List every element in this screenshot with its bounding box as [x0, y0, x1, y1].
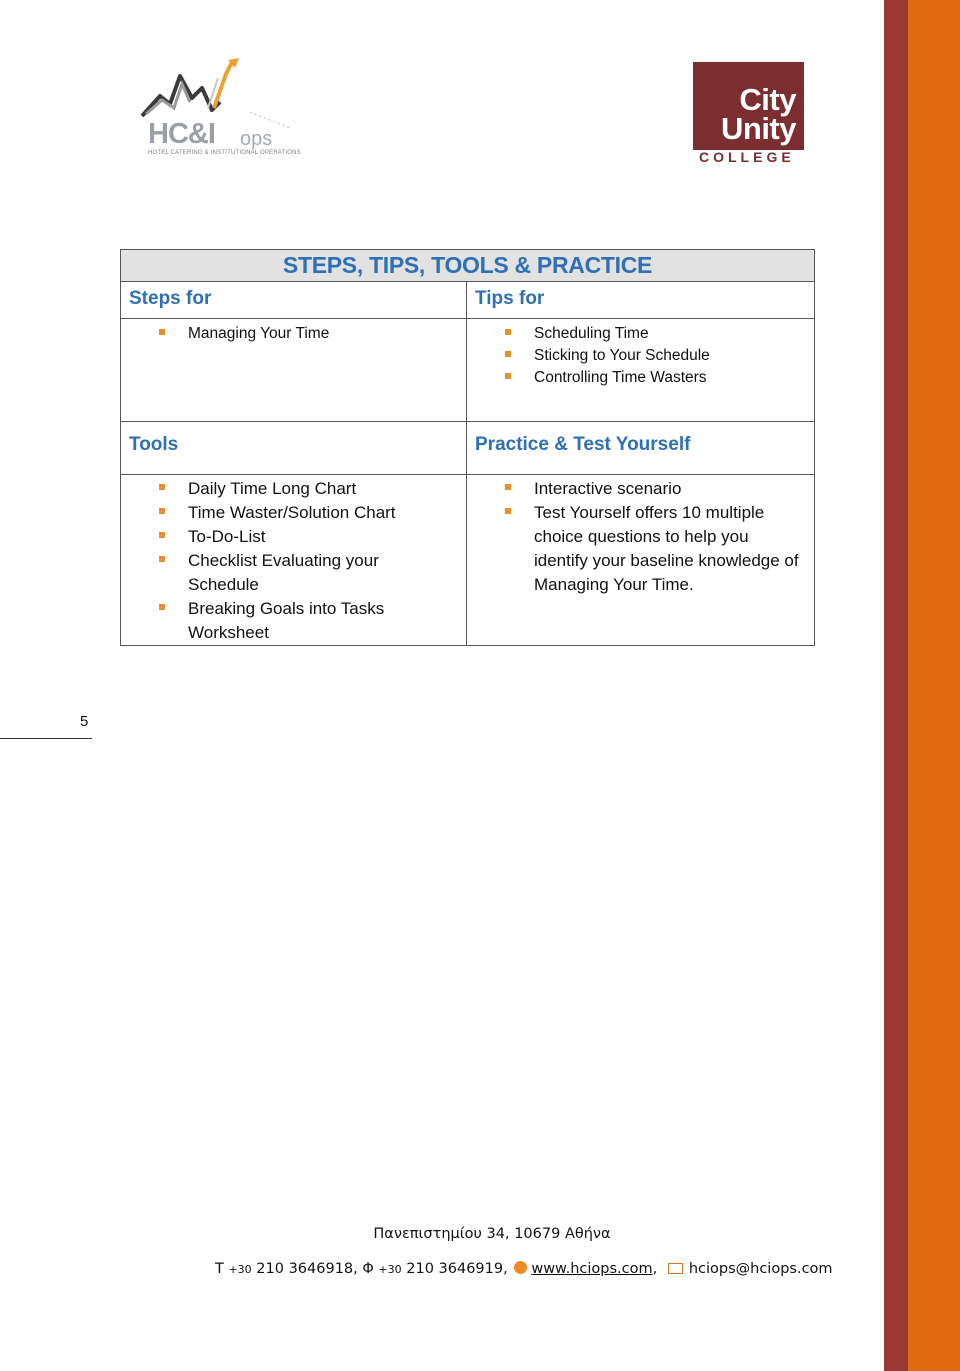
steps-list [121, 323, 466, 345]
list-item: Daily Time Long Chart [121, 477, 466, 501]
footer-contact: Τ +30 210 3646918, Φ +30 210 3646919, www.hciops.com, hciops@hciops.com [215, 1261, 833, 1277]
table-title: STEPS, TIPS, TOOLS & PRACTICE [282, 252, 653, 278]
steps-tips-table [120, 249, 815, 646]
list-item: Checklist Evaluating your Schedule [121, 549, 466, 597]
practice-list [467, 477, 814, 597]
table-title-cell [121, 250, 815, 282]
fax-label: Φ [362, 1261, 374, 1277]
list-item: To-Do-List [121, 525, 466, 549]
hci-logo-tagline: HOTEL CATERING & INSTITUTIONAL OPERATIONS [148, 150, 301, 156]
side-stripe-orange [908, 0, 960, 1371]
city-unity-logo-line3: COLLEGE [699, 149, 795, 165]
city-unity-logo-line2: Unity [721, 111, 796, 146]
list-item: Breaking Goals into Tasks Worksheet [121, 597, 466, 645]
side-stripe-dark [884, 0, 908, 1371]
list-item: Interactive scenario [467, 477, 814, 501]
page-number: 5 [80, 713, 89, 730]
fax-prefix: +30 [378, 1263, 402, 1276]
list-item: Scheduling Time [467, 323, 814, 345]
list-item: Time Waster/Solution Chart [121, 501, 466, 525]
tips-heading: Tips for [467, 282, 815, 319]
hci-logo-suffix: ops [240, 128, 273, 150]
tips-cell [467, 319, 815, 422]
mail-icon [668, 1263, 683, 1274]
practice-cell [467, 475, 815, 646]
page-number-rule [0, 738, 92, 739]
tools-list [121, 477, 466, 645]
city-unity-logo-line1: City [739, 82, 796, 117]
list-item: Test Yourself offers 10 multiple choice questions to help you identify your baseline knowledge of Managing Your Time. [467, 501, 814, 597]
steps-cell [121, 319, 467, 422]
website-link[interactable]: www.hciops.com [531, 1261, 653, 1277]
steps-heading: Steps for [121, 282, 467, 319]
hci-logo-text: HC&I [148, 118, 215, 150]
footer-address: Πανεπιστημίου 34, 10679 Αθήνα [373, 1226, 611, 1242]
list-item: Managing Your Time [121, 323, 466, 345]
fax-number: 210 3646919, [406, 1261, 508, 1277]
list-item: Controlling Time Wasters [467, 367, 814, 389]
tools-heading: Tools [121, 422, 467, 475]
city-unity-logo-box [693, 62, 804, 150]
globe-icon [514, 1261, 527, 1274]
practice-heading: Practice & Test Yourself [467, 422, 815, 475]
phone-number: 210 3646918, [256, 1261, 358, 1277]
email-link[interactable]: hciops@hciops.com [688, 1261, 833, 1277]
phone-prefix: +30 [228, 1263, 252, 1276]
list-item: Sticking to Your Schedule [467, 345, 814, 367]
tips-list [467, 323, 814, 389]
tools-cell [121, 475, 467, 646]
phone-label: Τ [215, 1261, 224, 1277]
city-unity-logo [693, 62, 804, 166]
